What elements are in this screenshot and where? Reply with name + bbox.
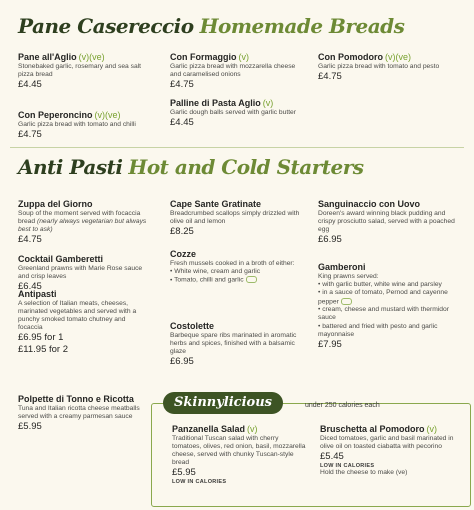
menu-item-antipasti: Antipasti A selection of Italian meats, cheeses, marinated vegetables and served with a punchy smoked tomato chutney and focaccia £6.95 for 1 £11.95 for 2 (18, 289, 137, 355)
menu-item-cozze: Cozze Fresh mussels cooked in a broth of either: • White wine, cream and garlic • Tomato, chilli and garlic (170, 249, 310, 285)
menu-item-costolette: Costolette Barbeque spare ribs marinated in aromatic herbs and spices, finished with a balsamic glaze £6.95 (170, 321, 297, 367)
skinnylicious-title: Skinnylicious (163, 392, 283, 414)
menu-item-cocktail-gamberetti: Cocktail Gamberetti Greenland prawns with Marie Rose sauce and crisp leaves £6.45 (18, 254, 143, 292)
menu-item-con-pomodoro: Con Pomodoro (v)(ve) Garlic pizza bread with tomato and pesto £4.75 (318, 52, 440, 82)
menu-item-polpette: Polpette di Tonno e Ricotta Tuna and Italian ricotta cheese meatballs served with a creamy parmesan sauce £5.95 (18, 394, 140, 432)
menu-item-zuppa: Zuppa del Giorno Soup of the moment served with focaccia bread (nearly always vegetarian but always best to ask) £4.75 (18, 199, 147, 245)
menu-item-panzanella: Panzanella Salad (v) Traditional Tuscan salad with cherry tomatoes, olives, red onion, basil, mozzarella cheese, served with chunky Tuscan-style bread £5.95 LOW IN CALORIES (172, 424, 306, 485)
skinnylicious-subtitle: under 250 calories each (305, 402, 380, 409)
menu-item-con-peperoncino: Con Peperoncino (v)(ve) Garlic pizza bread with tomato and chilli £4.75 (18, 110, 136, 140)
section-divider (10, 147, 464, 148)
menu-item-sanguinaccio: Sanguinaccio con Uovo Doreen's award winning black pudding and crispy prosciutto salad, served with a poached egg £6.95 (318, 199, 455, 245)
menu-item-palline: Palline di Pasta Aglio (v) Garlic dough balls served with garlic butter £4.45 (170, 98, 297, 128)
gluten-free-icon (341, 298, 352, 305)
section-title-starters: Anti Pasti Hot and Cold Starters (18, 155, 364, 179)
menu-item-pane-aglio: Pane all'Aglio (v)(ve) Stonebаked garlic, rosemary and sea salt pizza bread £4.45 (18, 52, 142, 90)
menu-item-bruschetta: Bruschetta al Pomodoro (v) Diced tomatoes, garlic and basil marinated in olive oil on toasted ciabatta with pecorino £5.45 LOW IN CALORIES Hold the cheese to make (ve) (320, 424, 454, 476)
menu-item-gamberoni: Gamberoni King prawns served: • with garlic butter, white wine and parsley • in a sauce of tomato, Pernod and cayenne pepper • cream, cheese and mustard with thermidor sauce • battered and fried with pesto and garlic mayonnaise £7.95 (318, 262, 460, 351)
menu-item-cape-sante: Cape Sante Gratinate Breadcrumbed scallops simply drizzled with olive oil and lemon £8.25 (170, 199, 300, 237)
menu-item-con-formaggio: Con Formaggio (v) Garlic pizza bread with mozzarella cheese and caramelised onions £4.75 (170, 52, 296, 90)
gluten-free-icon (246, 276, 257, 283)
section-title-breads: Pane Casereccio Homemade Breads (18, 14, 405, 38)
